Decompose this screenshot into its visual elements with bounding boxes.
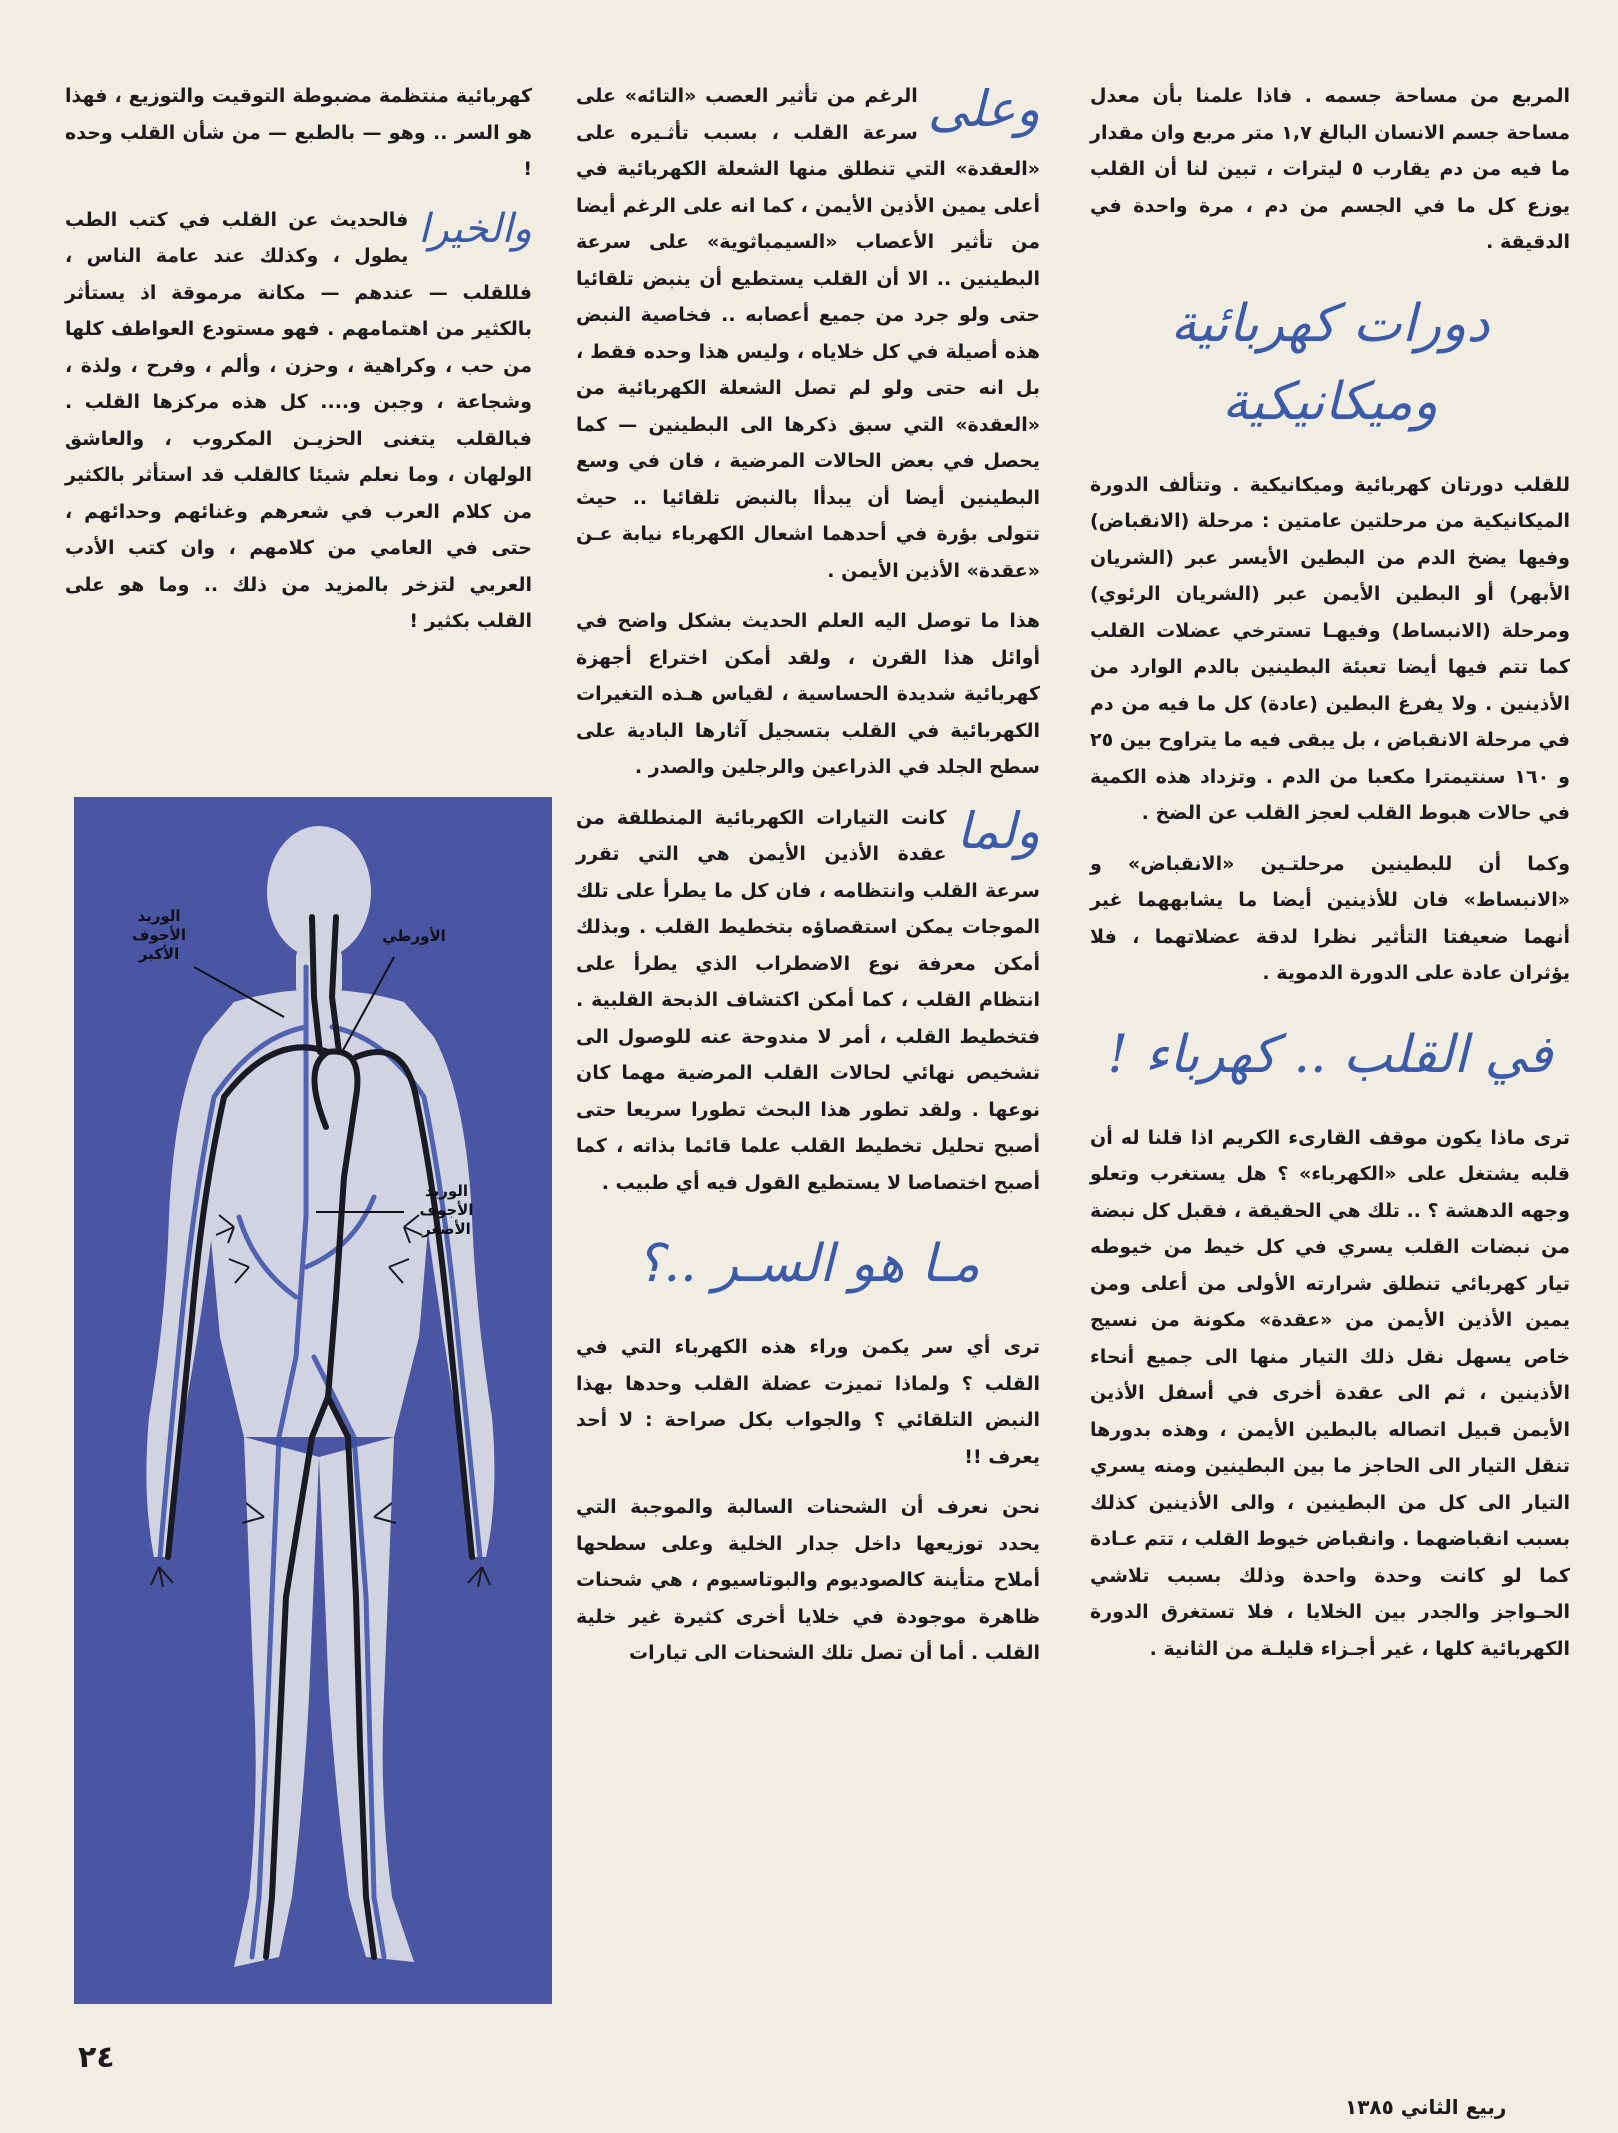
paragraph: ترى أي سر يكمن وراء هذه الكهرباء التي في القلب ؟ ولماذا تميزت عضلة القلب وحدها بهذا النبض التلقائي ؟ والجواب بكل صراحة : لا أحد يعرف !!: [576, 1336, 1040, 1468]
paragraph: للقلب دورتان كهربائية وميكانيكية . وتتألف الدورة الميكانيكية من مرحلتين عامتين : مرحلة (الانقباض) وفيها يضخ الدم من البطين الأيسر عبر (الشريان الأبهر) أو البطين الأيمن عبر (الشريان الرئوي) ومرحلة (الانبساط) وفيهـا تسترخي عضلات القلب كما تتم فيها أيضا تعبئة البطينين بالدم الوارد من الأذينين . ولا يفرغ البطين (عادة) كل ما فيه من دم في مرحلة الانقباض ، بل يبقى فيه ما يتراوح بين ٢٥ و ١٦٠ سنتيمترا مكعبا من الدم . وتزداد هذه الكمية في حالات هبوط القلب لعجز القلب عن الضخ .: [1090, 473, 1570, 824]
paragraph: [576, 800, 1040, 1202]
label-vena-cava-superior: الوريد الأجوف الأكبر: [132, 907, 186, 963]
circulatory-system-illustration: [74, 797, 552, 2004]
paragraph-text: الرغم من تأثير العصب «التائه» على سرعة القلب ، بسبب تأثـيره على «العقدة» التي تنطلق منها الشعلة الكهربائية في أعلى يمين الأذين الأيمن ، كما انه على الرغم أيضا من تأثير الأعصاب «السيمباثوية» على سرعة البطينين .. الا أن القلب يستطيع أن ينبض تلقائيا حتى ولو جرد من جميع أعصابه .. فخاصية النبض هذه أصيلة في كل خلاياه ، وليس هذا وحده فقط ، بل انه حتى ولو لم تصل الشعلة الكهربائية من «العقدة» التي سبق ذكرها الى البطينين — كما يحصل في بعض الحالات المرضية ، فان في وسع البطينين أيضا أن يبدأا بالنبض تلقائيا .. حيث تتولى بؤرة في أحدهما اشعال الكهرباء نيابة عـن «عقدة» الأذين الأيمن .: [576, 85, 1040, 582]
label-aorta: الأورطي: [382, 927, 446, 945]
paragraph: المربع من مساحة جسمه . فاذا علمنا بأن معدل مساحة جسم الانسان البالغ ١,٧ متر مربع وان مقدار ما فيه من دم يقارب ٥ ليترات ، تبين لنا أن القلب يوزع كل ما في الجسم من دم ، مرة واحدة في الدقيقة .: [1090, 85, 1571, 253]
paragraph-text: كانت التيارات الكهربائية المنطلقة من عقدة الأذين الأيمن هي التي تقرر سرعة القلب وانتظامه ، فان كل ما يطرأ على تلك الموجات يمكن استقصاؤه بتخطيط القلب . وبذلك أمكن معرفة نوع الاضطراب الذي يطرأ على انتظام القلب ، كما أمكن اكتشاف الذبحة القلبية . فتخطيط القلب ، أمر لا مندوحة عنه للوصول الى تشخيص نهائي لحالات القلب المرضية مهما كان نوعها . ولقد تطور هذا البحث تطورا سريعا حتى أصبح تحليل تخطيط القلب علما قائما بذاته ، كما أصبح اختصاصا لا يستطيع القول فيه أي طبيب .: [576, 806, 1040, 1194]
section-heading: في القلب .. كهرباء !: [1107, 1024, 1553, 1085]
middle-column: [576, 78, 1040, 1686]
section-heading: مـا هو السـر ..؟: [635, 1234, 981, 1294]
body-silhouette: [146, 826, 494, 1967]
label-vena-cava-inferior: الوريد الأجوف الأصغر: [419, 1182, 474, 1238]
paragraph: [576, 78, 1040, 589]
section-heading: دورات كهربائية وميكانيكية: [1170, 293, 1490, 432]
paragraph: هذا ما توصل اليه العلم الحديث بشكل واضح في أوائل هذا القرن ، ولقد أمكن اختراع أجهزة كهربائية شديدة الحساسية ، لقياس هـذه التغيرات الكهربائية في القلب بتسجيل آثارها البادية على سطح الجلد في الذراعين والرجلين والصدر .: [576, 610, 1040, 778]
right-column: [1090, 78, 1570, 1681]
paragraph: وكما أن للبطينين مرحلتـين «الانقباض» و «الانبساط» فان للأذينين أيضا ما يشابههما غير أنهما ضعيفتا التأثير نظرا لدقة عضلاتهما ، فلا يؤثران عادة على الدورة الدموية .: [1090, 852, 1570, 984]
body-vessels-drawing: [74, 797, 552, 2004]
paragraph-text: فالحديث عن القلب في كتب الطب يطول ، وكذلك عند عامة الناس ، فللقلب — عندهم — مكانة مرموقة اذ يستأثر بالكثير من اهتمامهم . فهو مستودع العواطف كلها من حب ، وكراهية ، وحزن ، وألم ، وفرح ، ولذة ، وشجاعة ، وجبن و.... كل هذه مركزها القلب . فبالقلب يتغنى الحزيـن المكروب ، والعاشق الولهان ، وما نعلم شيئا كالقلب قد استأثر بالكثير من كلام العرب في شعرهم وغنائهم وحدائهم ، حتى في العامي من كلامهم ، وان كتب الأدب العربي لتزخر بالمزيد من ذلك .. وما هو على القلب بكثير !: [65, 208, 532, 632]
page-number: ٢٤: [78, 2040, 115, 2075]
left-column: [65, 78, 532, 654]
lead-word: ولما: [956, 801, 1040, 860]
paragraph: ترى ماذا يكون موقف القارىء الكريم اذا قلنا له أن قلبه يشتغل على «الكهرباء» ؟ هل يستغرب وتعلو وجهه الدهشة ؟ .. تلك هي الحقيقة ، فقبل كل نبضة من نبضات القلب يسري في كل خيط من خيوطه تيار كهربائي تنطلق شرارته الأولى من أعلى ومن يمين الأذين الأيمن من «عقدة» مكونة من نسيج خاص يسهل نقل ذلك التيار منها الى جميع أنحاء الأذينين ، ثم الى عقدة أخرى في أسفل الأذين الأيمن قبيل اتصاله بالبطين الأيمن ، وهذه بدورها تنقل التيار الى الحاجز ما بين البطينين ومنه يسري التيار الى كل من البطينين ، والى الأذينين كذلك بسبب انقباضهما . وانقباض خيوط القلب ، تتم عـادة كما لو كانت وحدة واحدة وذلك بسبب تلاشي الحـواجز والجدر بين الخلايا ، فلا تستغرق الدورة الكهربائية كلها ، غير أجـزاء قليلـة من الثانية .: [1090, 1126, 1570, 1660]
lead-word: وعلى: [927, 80, 1040, 138]
lead-word: والخيرا: [418, 205, 532, 252]
paragraph: كهربائية منتظمة مضبوطة التوقيت والتوزيع ، فهذا هو السر .. وهو — بالطبع — من شأن القلب وحده !: [65, 85, 532, 180]
paragraph: نحن نعرف أن الشحنات السالبة والموجبة التي يحدد توزيعها داخل جدار الخلية وعلى سطحها أملاح متأينة كالصوديوم والبوتاسيوم ، هي شحنات ظاهرة موجودة في خلايا أخرى كثيرة غير خلية القلب . أما أن تصل تلك الشحنات الى تيارات: [576, 1496, 1040, 1664]
issue-date: ربيع الثاني ١٣٨٥: [1345, 2095, 1507, 2119]
paragraph: [65, 202, 532, 640]
